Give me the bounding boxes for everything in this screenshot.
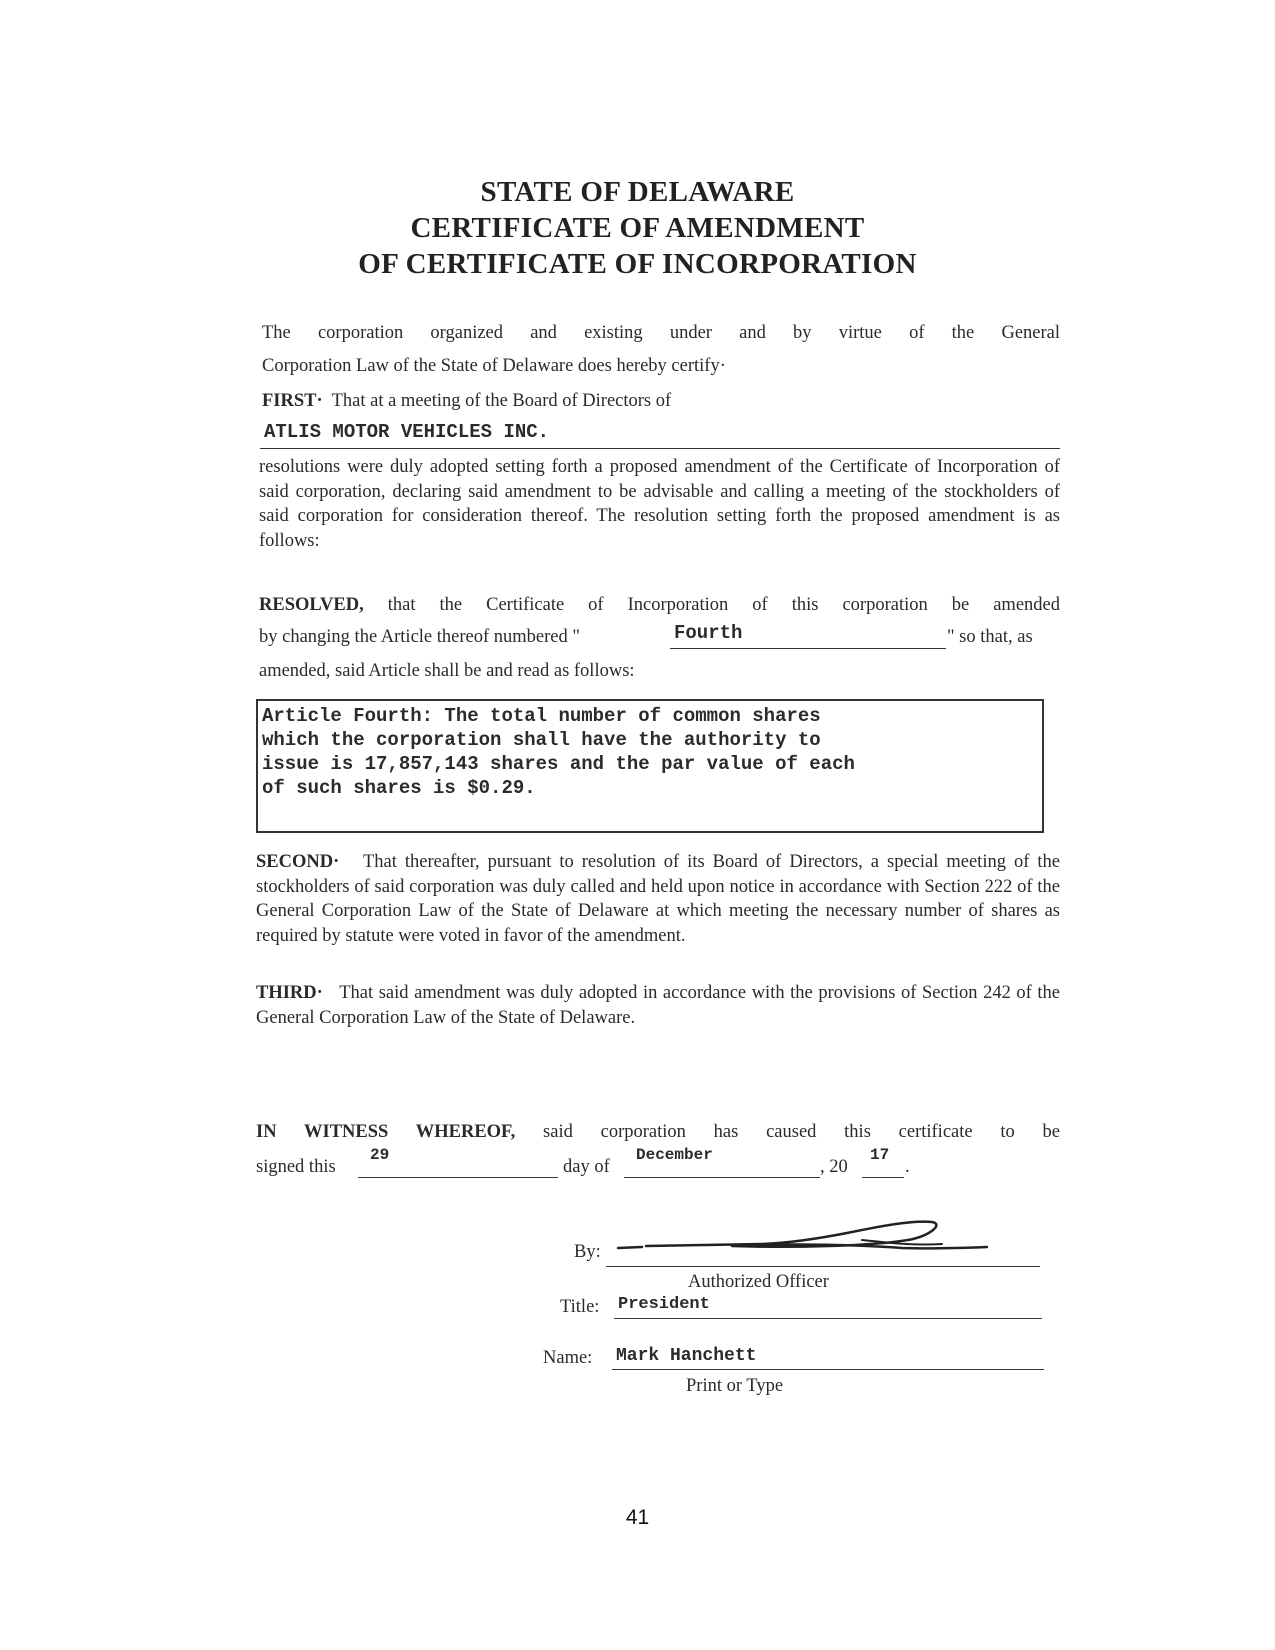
witness-label: IN WITNESS WHEREOF, (256, 1122, 516, 1142)
month-line (624, 1177, 820, 1178)
resolved-text-1: that the Certificate of Incorporation of this corporation be amended (387, 595, 1060, 615)
year-line (862, 1177, 904, 1178)
article-number-field: Fourth (674, 622, 743, 644)
year-field: 17 (870, 1146, 890, 1164)
third-paragraph (256, 981, 1060, 1030)
intro-line-2: Corporation Law of the State of Delaware does hereby certify· (262, 356, 726, 376)
resolved-line-2-post: " so that, as (947, 627, 1033, 647)
year-prefix: , 20 (820, 1157, 848, 1177)
name-line (612, 1369, 1044, 1370)
authorized-officer-caption: Authorized Officer (688, 1272, 829, 1292)
resolved-line-2-pre: by changing the Article thereof numbered " (259, 627, 580, 647)
title-line-1: STATE OF DELAWARE (480, 176, 795, 208)
first-resolutions-paragraph: resolutions were duly adopted setting forth a proposed amendment of the Certificate of Incorporation of said corporation, declaring said amendment to be advisable and calling a meeting of the stockholders of said corporation for consideration thereof. The resolution setting forth the proposed amendment is as follows: (259, 457, 1060, 551)
title-line-3: OF CERTIFICATE OF INCORPORATION (358, 248, 917, 280)
name-field: Mark Hanchett (616, 1346, 757, 1366)
title-line (614, 1318, 1042, 1319)
witness-period: . (905, 1157, 910, 1177)
third-text: That said amendment was duly adopted in accordance with the provisions of Section 242 of the General Corporation Law of the State of Delaware. (256, 983, 1061, 1028)
first-label: FIRST· (262, 391, 323, 411)
company-name-line (260, 448, 1060, 449)
company-name-field: ATLIS MOTOR VEHICLES INC. (264, 421, 550, 443)
resolved-line-3: amended, said Article shall be and read as follows: (259, 661, 635, 681)
name-label: Name: (543, 1348, 593, 1368)
resolved-label: RESOLVED, (259, 595, 364, 615)
by-label: By: (574, 1242, 601, 1262)
third-label: THIRD· (256, 983, 323, 1003)
signature-scribble (612, 1210, 992, 1258)
article-text: Article Fourth: The total number of common shares which the corporation shall have the authority to issue is 17,857,143 shares and the par value of each of such shares is $0.29. (262, 705, 855, 799)
first-clause (262, 391, 671, 412)
second-label: SECOND· (256, 852, 340, 872)
print-or-type-caption: Print or Type (686, 1376, 784, 1396)
second-paragraph (256, 850, 1060, 948)
day-field: 29 (370, 1146, 390, 1164)
first-text: That at a meeting of the Board of Directors of (331, 391, 672, 411)
signed-this-label: signed this (256, 1157, 336, 1177)
by-line (606, 1266, 1040, 1267)
witness-line-1 (256, 1122, 1060, 1143)
witness-text: said corporation has caused this certificate to be (543, 1122, 1060, 1142)
resolved-line-1 (259, 595, 1060, 616)
day-of-label: day of (563, 1157, 610, 1177)
intro-line-1: The corporation organized and existing under and by virtue of the General (262, 323, 1060, 343)
second-text: That thereafter, pursuant to resolution of its Board of Directors, a special meeting of the stockholders of said corporation was duly called and held upon notice in accordance with Section 222 of the General Corporation Law of the State of Delaware at which meeting the necessary number of shares as required by statute were voted in favor of the amendment. (256, 852, 1060, 946)
page-number: 41 (625, 1506, 650, 1529)
article-number-line (670, 648, 946, 649)
month-field: December (636, 1146, 713, 1164)
title-line-2: CERTIFICATE OF AMENDMENT (410, 212, 865, 244)
day-line (358, 1177, 558, 1178)
title-field: President (618, 1295, 710, 1314)
title-label: Title: (560, 1297, 600, 1317)
